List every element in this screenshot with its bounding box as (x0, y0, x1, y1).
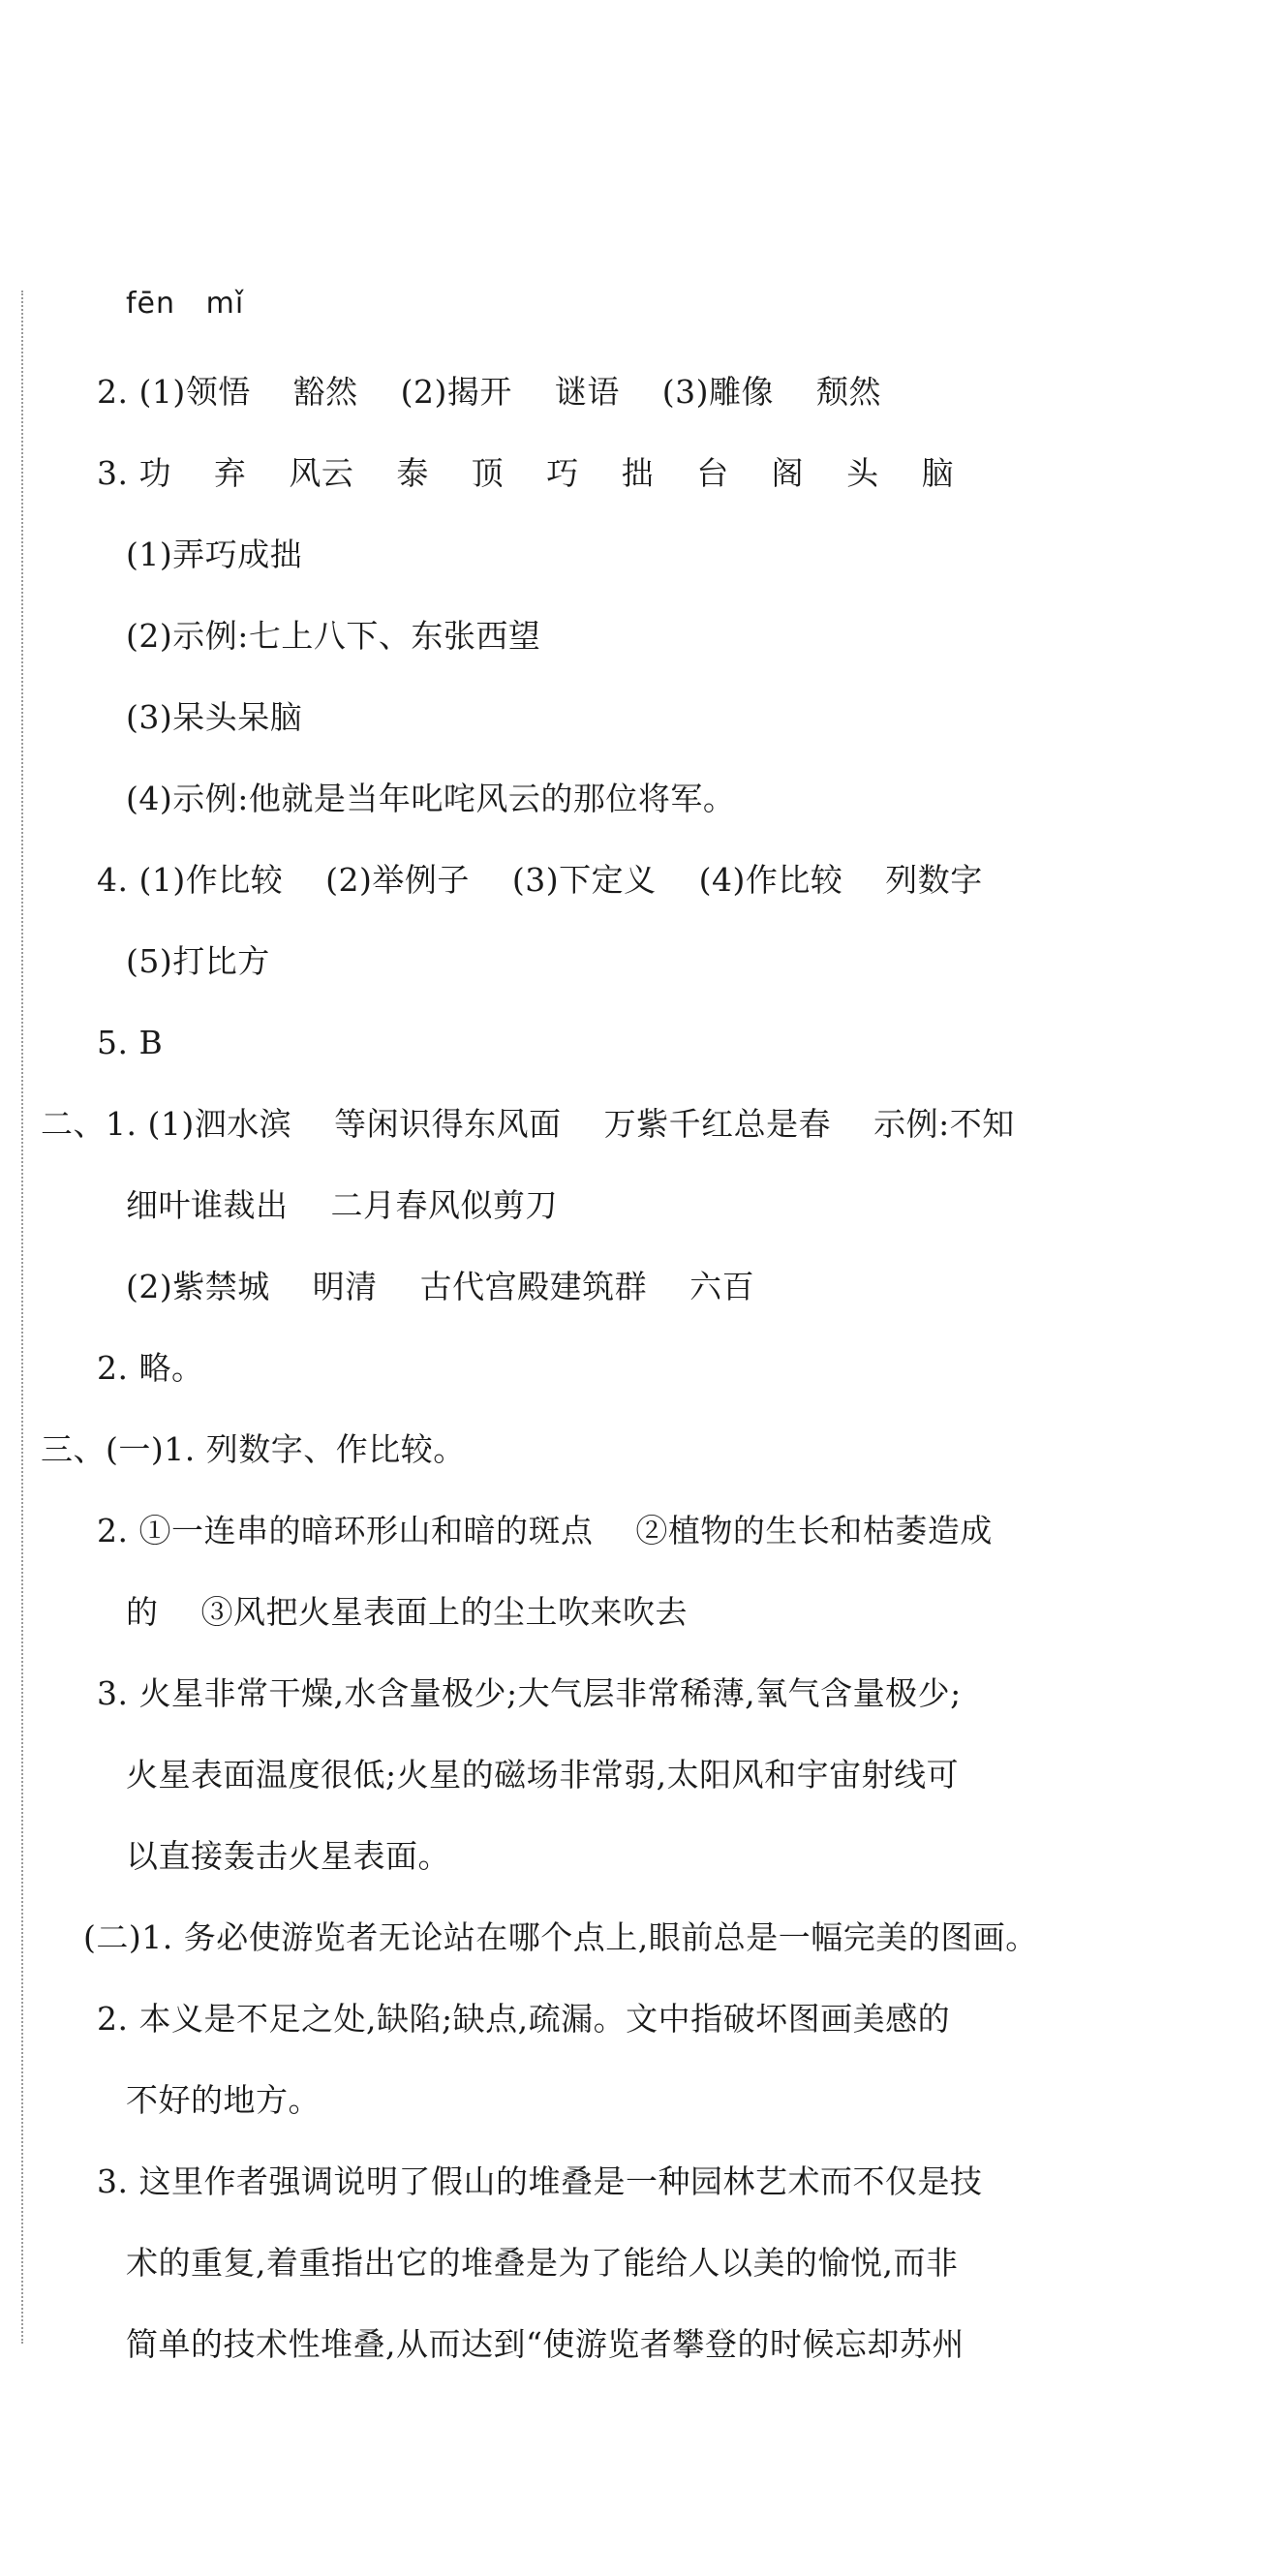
answer-line: (2)紫禁城 明清 古代宫殿建筑群 六百 (126, 1268, 755, 1305)
answer-line: 3. 这里作者强调说明了假山的堆叠是一种园林艺术而不仅是技 (97, 2162, 983, 2200)
section-heading-line: 二、1. (1)泗水滨 等闲识得东风面 万紫千红总是春 示例:不知 (41, 1105, 1015, 1143)
answer-line: 5. B (97, 1024, 164, 1061)
answer-line: 以直接轰击火星表面。 (126, 1837, 450, 1875)
answer-line: 细叶谁裁出 二月春风似剪刀 (126, 1186, 558, 1224)
answer-line: (4)示例:他就是当年叱咤风云的那位将军。 (126, 780, 736, 817)
answer-line: 不好的地方。 (126, 2081, 321, 2119)
answer-line: 的 ③风把火星表面上的尘土吹来吹去 (126, 1593, 688, 1631)
answer-line: 简单的技术性堆叠,从而达到“使游览者攀登的时候忘却苏州 (126, 2325, 964, 2363)
answer-line: 3. 火星非常干燥,水含量极少;大气层非常稀薄,氧气含量极少; (97, 1674, 962, 1712)
section-heading-line: (二)1. 务必使游览者无论站在哪个点上,眼前总是一幅完美的图画。 (83, 1918, 1038, 1956)
pinyin-line: fēn mǐ (126, 287, 245, 321)
answer-line: 火星表面温度很低;火星的磁场非常弱,太阳风和宇宙射线可 (126, 1756, 960, 1794)
answer-line: (3)呆头呆脑 (126, 698, 303, 736)
answer-line: 3. 功 弃 风云 泰 顶 巧 拙 台 阁 头 脑 (97, 454, 955, 492)
answer-line: 4. (1)作比较 (2)举例子 (3)下定义 (4)作比较 列数字 (97, 861, 983, 899)
answer-line: 2. 略。 (97, 1349, 204, 1387)
answer-line: 2. (1)领悟 豁然 (2)揭开 谜语 (3)雕像 颓然 (97, 373, 882, 411)
answer-line: 2. ①一连串的暗环形山和暗的斑点 ②植物的生长和枯萎造成 (97, 1512, 993, 1549)
answer-line: 术的重复,着重指出它的堆叠是为了能给人以美的愉悦,而非 (126, 2244, 959, 2282)
answer-line: 2. 本义是不足之处,缺陷;缺点,疏漏。文中指破坏图画美感的 (97, 2000, 951, 2038)
answer-line: (2)示例:七上八下、东张西望 (126, 617, 541, 655)
section-heading-line: 三、(一)1. 列数字、作比较。 (41, 1430, 466, 1468)
binding-margin-dotted-line (21, 291, 23, 2344)
answer-line: (1)弄巧成拙 (126, 536, 303, 573)
answer-line: (5)打比方 (126, 942, 270, 980)
